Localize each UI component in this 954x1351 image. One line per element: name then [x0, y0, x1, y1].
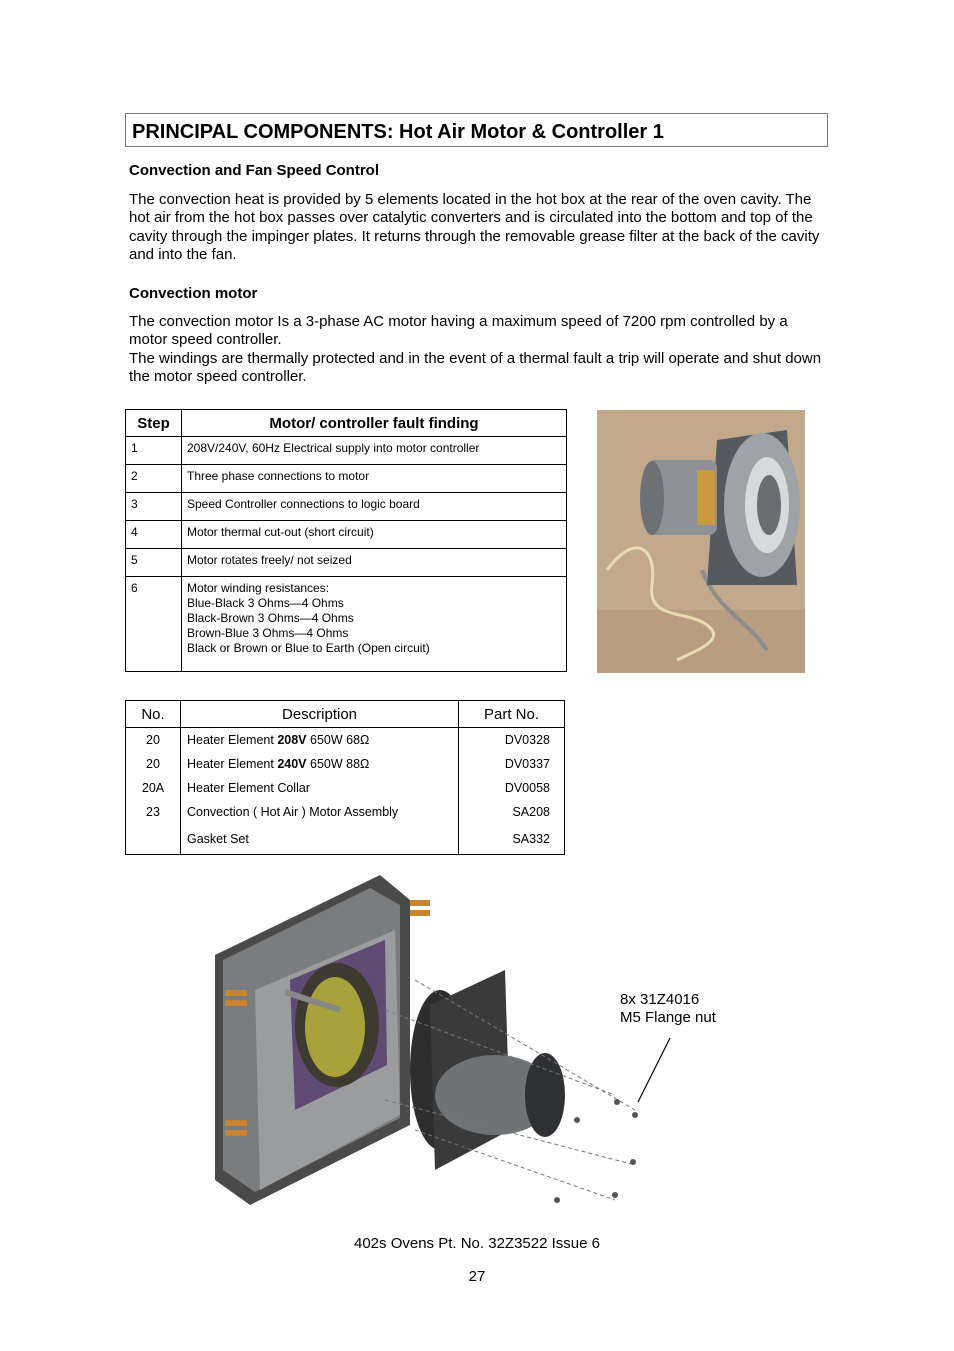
step-cell: 1	[126, 437, 182, 465]
motor-photo	[597, 410, 805, 673]
table-header-row	[126, 410, 567, 437]
step-cell: 3	[126, 493, 182, 521]
table-row	[126, 549, 567, 577]
column-header: Motor/ controller fault finding	[182, 410, 567, 437]
desc-cell: Speed Controller connections to logic board	[182, 493, 567, 521]
section-text-motor	[129, 313, 829, 386]
paragraph: The windings are thermally protected and in the event of a thermal fault a trip will operate and shut down the motor speed controller.	[129, 349, 822, 385]
part-number-index: 23	[126, 800, 181, 824]
desc-cell: Motor rotates freely/ not seized	[182, 549, 567, 577]
step-cell: 2	[126, 465, 182, 493]
table-header-row	[126, 701, 565, 728]
column-header: Step	[126, 410, 182, 437]
part-code: DV0328	[459, 728, 565, 753]
exploded-assembly-diagram	[205, 870, 705, 1230]
step-cell: 5	[126, 549, 182, 577]
table-row	[126, 728, 565, 753]
part-code: SA208	[459, 800, 565, 824]
part-code: DV0337	[459, 752, 565, 776]
desc-cell: Three phase connections to motor	[182, 465, 567, 493]
paragraph: The convection motor Is a 3-phase AC motor having a maximum speed of 7200 rpm controlled by a motor speed controller.	[129, 313, 788, 349]
table-row	[126, 521, 567, 549]
table-row	[126, 776, 565, 800]
part-number-index: 20	[126, 728, 181, 753]
table-row	[126, 465, 567, 493]
table-row	[126, 752, 565, 776]
part-description: Convection ( Hot Air ) Motor Assembly	[181, 800, 459, 824]
part-description: Heater Element Collar	[181, 776, 459, 800]
table-row	[126, 800, 565, 824]
part-description: Heater Element 240V 650W 88Ω	[181, 752, 459, 776]
step-cell: 4	[126, 521, 182, 549]
part-number-index	[126, 824, 181, 855]
table-row	[126, 577, 567, 672]
paragraph: The convection heat is provided by 5 elements located in the hot box at the rear of the oven cavity. The hot air from the hot box passes over catalytic converters and is circulated into the bottom and top of the cavity through the impinger plates. It returns through the removable grease filter at the back of the cavity and into the fan.	[129, 191, 820, 263]
page-number: 27	[468, 1268, 486, 1285]
section-heading-motor: Convection motor	[129, 285, 258, 302]
column-header: Part No.	[459, 701, 565, 728]
column-header: Description	[181, 701, 459, 728]
step-cell: 6	[126, 577, 182, 672]
title-box	[125, 113, 828, 147]
desc-cell: 208V/240V, 60Hz Electrical supply into motor controller	[182, 437, 567, 465]
part-code: DV0058	[459, 776, 565, 800]
part-number-index: 20A	[126, 776, 181, 800]
desc-cell: Motor winding resistances: Blue-Black 3 Ohms—4 Ohms Black-Brown 3 Ohms—4 Ohms Brown-Blue 3 Ohms—4 Ohms Black or Brown or Blue to Earth (Open circuit)	[182, 577, 567, 672]
fastener-callout: 8x 31Z4016 M5 Flange nut	[620, 991, 716, 1026]
part-description: Gasket Set	[181, 824, 459, 855]
desc-cell: Motor thermal cut-out (short circuit)	[182, 521, 567, 549]
table-row	[126, 493, 567, 521]
table-row	[126, 437, 567, 465]
section-heading-fan-speed: Convection and Fan Speed Control	[129, 162, 380, 179]
table-row	[126, 824, 565, 855]
parts-table	[125, 700, 565, 855]
page-title: PRINCIPAL COMPONENTS: Hot Air Motor & Controller 1	[132, 121, 664, 143]
part-number-index: 20	[126, 752, 181, 776]
section-text-fan-speed	[129, 191, 829, 264]
part-code: SA332	[459, 824, 565, 855]
footer-doc-id: 402s Ovens Pt. No. 32Z3522 Issue 6	[354, 1235, 600, 1252]
fault-finding-table	[125, 409, 567, 672]
column-header: No.	[126, 701, 181, 728]
part-description: Heater Element 208V 650W 68Ω	[181, 728, 459, 753]
